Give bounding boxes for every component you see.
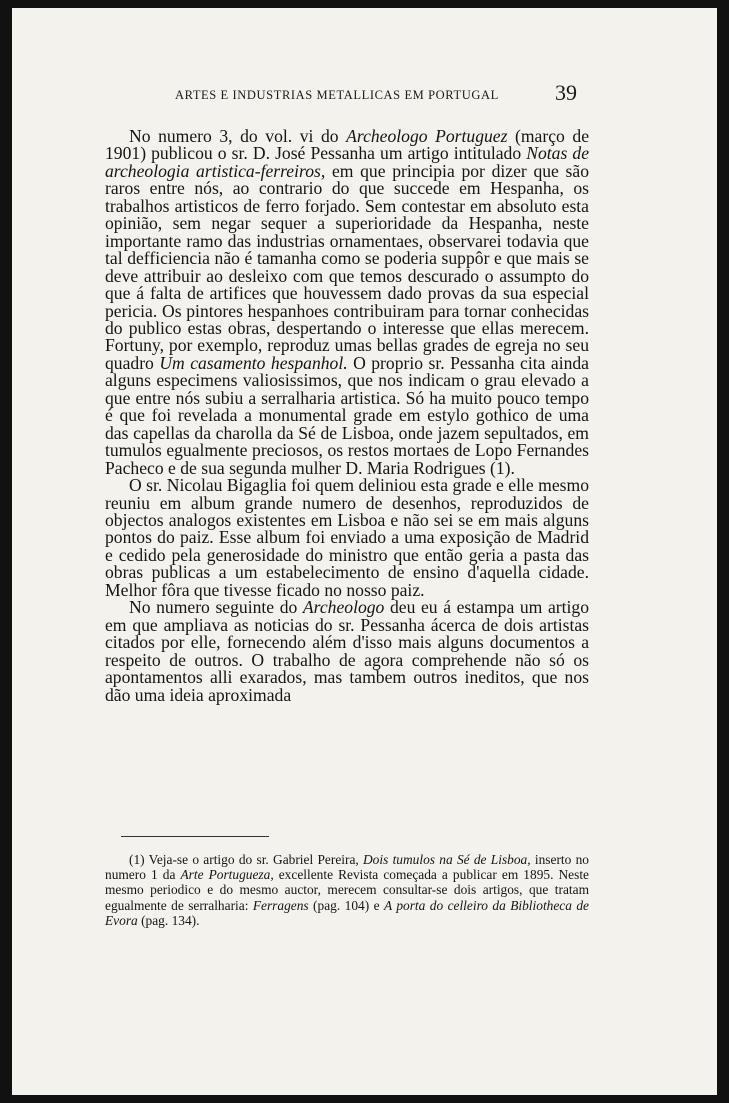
text-run: em que principia por dizer que são raros entre nós, ao contrario do que succede em Hespanha, os trabalhos artisticos de ferro forjado. Sem contestar em absoluto esta opinião, sem negar sequer a superioridade da Hespanha, neste importante ramo das industrias ornamentaes, observarei todavia que tal defficiencia não é tamanha como se poderia suppôr e que mais se deve attribuir ao desleixo com que temos descurado o assumpto do que á falta de artifices que houvessem dado provas da sua especial pericia. Os pintores hespanhoes contribuiram para tornar conhecidas do publico estas obras, despertando o interesse que ellas merecem. Fortuny, por exemplo, reproduz umas bellas grades de egreja no seu quadro bbox=[105, 160, 590, 373]
italic-title: A porta do celleiro da Bibliotheca de Evora bbox=[105, 897, 589, 928]
italic-title: Dois tumulos na Sé de Lisboa, bbox=[363, 852, 531, 867]
text-run: (pag. 134). bbox=[137, 912, 200, 928]
italic-title: Archeologo bbox=[302, 597, 385, 618]
italic-title: Ferragens bbox=[252, 897, 309, 913]
footnote bbox=[105, 852, 589, 928]
text-run: deu eu á estampa um artigo em que ampliava as noticias do sr. Pessanha ácerca de dois artistas citados por elle, fornecendo além d'isso mais alguns documentos a respeito de outros. O trabalho de agora comprehende não só os apontamentos alli exarados, mas tambem outros ineditos, que nos dão uma ideia aproximada bbox=[105, 597, 589, 705]
italic-title: Archeologo Portuguez bbox=[346, 126, 508, 146]
page-number: 39 bbox=[555, 80, 577, 105]
paragraph-3 bbox=[105, 599, 589, 704]
text-run: O proprio sr. Pessanha cita ainda alguns especimens valiosissimos, que nos indicam o grau elevado a que entre nós subiu a serralharia artistica. Só ha muito pouco tempo é que foi revelada a monumental grade em estylo gothico de uma das capellas da charolla da Sé de Lisboa, onde jazem sepultados, em tumulos egualmente preciosos, os restos mortaes de Lopo Fernandes Pacheco e de sua segunda mulher D. Maria Rodrigues (1). bbox=[105, 352, 589, 478]
text-run: (pag. 104) e bbox=[308, 897, 384, 913]
paragraph-1 bbox=[105, 128, 589, 477]
body-text bbox=[105, 128, 589, 704]
text-run: excellente Revista começada a publicar em 1895. Neste mesmo periodico e do mesmo auctor, merecem consultar-se dois artigos, que tratam egualmente de serralharia: bbox=[105, 867, 589, 913]
text-run: No numero 3, do vol. vi do bbox=[129, 126, 347, 146]
italic-title: Notas de archeologia artistica-ferreiros, bbox=[105, 143, 590, 181]
text-run: O sr. Nicolau Bigaglia foi quem deliniou esta grade e elle mesmo reuniu em album grande numero de desenhos, reproduzidos de objectos analogos existentes em Lisboa e não sei se em mais alguns pontos do paiz. Esse album foi enviado a uma exposição de Madrid e cedido pela generosidade do ministro que então geria a pasta das obras publicas a um estabelecimento de ensino d'aquella cidade. Melhor fôra que tivesse ficado no nosso paiz. bbox=[105, 475, 589, 600]
footnote-1 bbox=[105, 852, 589, 928]
book-page bbox=[12, 8, 717, 1095]
text-run: inserto no numero 1 da bbox=[105, 852, 589, 883]
text-run: (1) Veja-se o artigo do sr. Gabriel Pereira, bbox=[129, 852, 364, 867]
paragraph-2 bbox=[105, 477, 589, 599]
text-run: No numero seguinte do bbox=[129, 597, 303, 618]
italic-title: Arte Portugueza, bbox=[180, 867, 274, 883]
running-head: ARTES E INDUSTRIAS METALLICAS EM PORTUGAL bbox=[175, 88, 499, 102]
footnote-divider bbox=[121, 836, 269, 837]
text-run: (março de 1901) publicou o sr. D. José Pessanha um artigo intitulado bbox=[105, 126, 589, 164]
italic-title: Um casamento hespanhol. bbox=[159, 352, 348, 373]
